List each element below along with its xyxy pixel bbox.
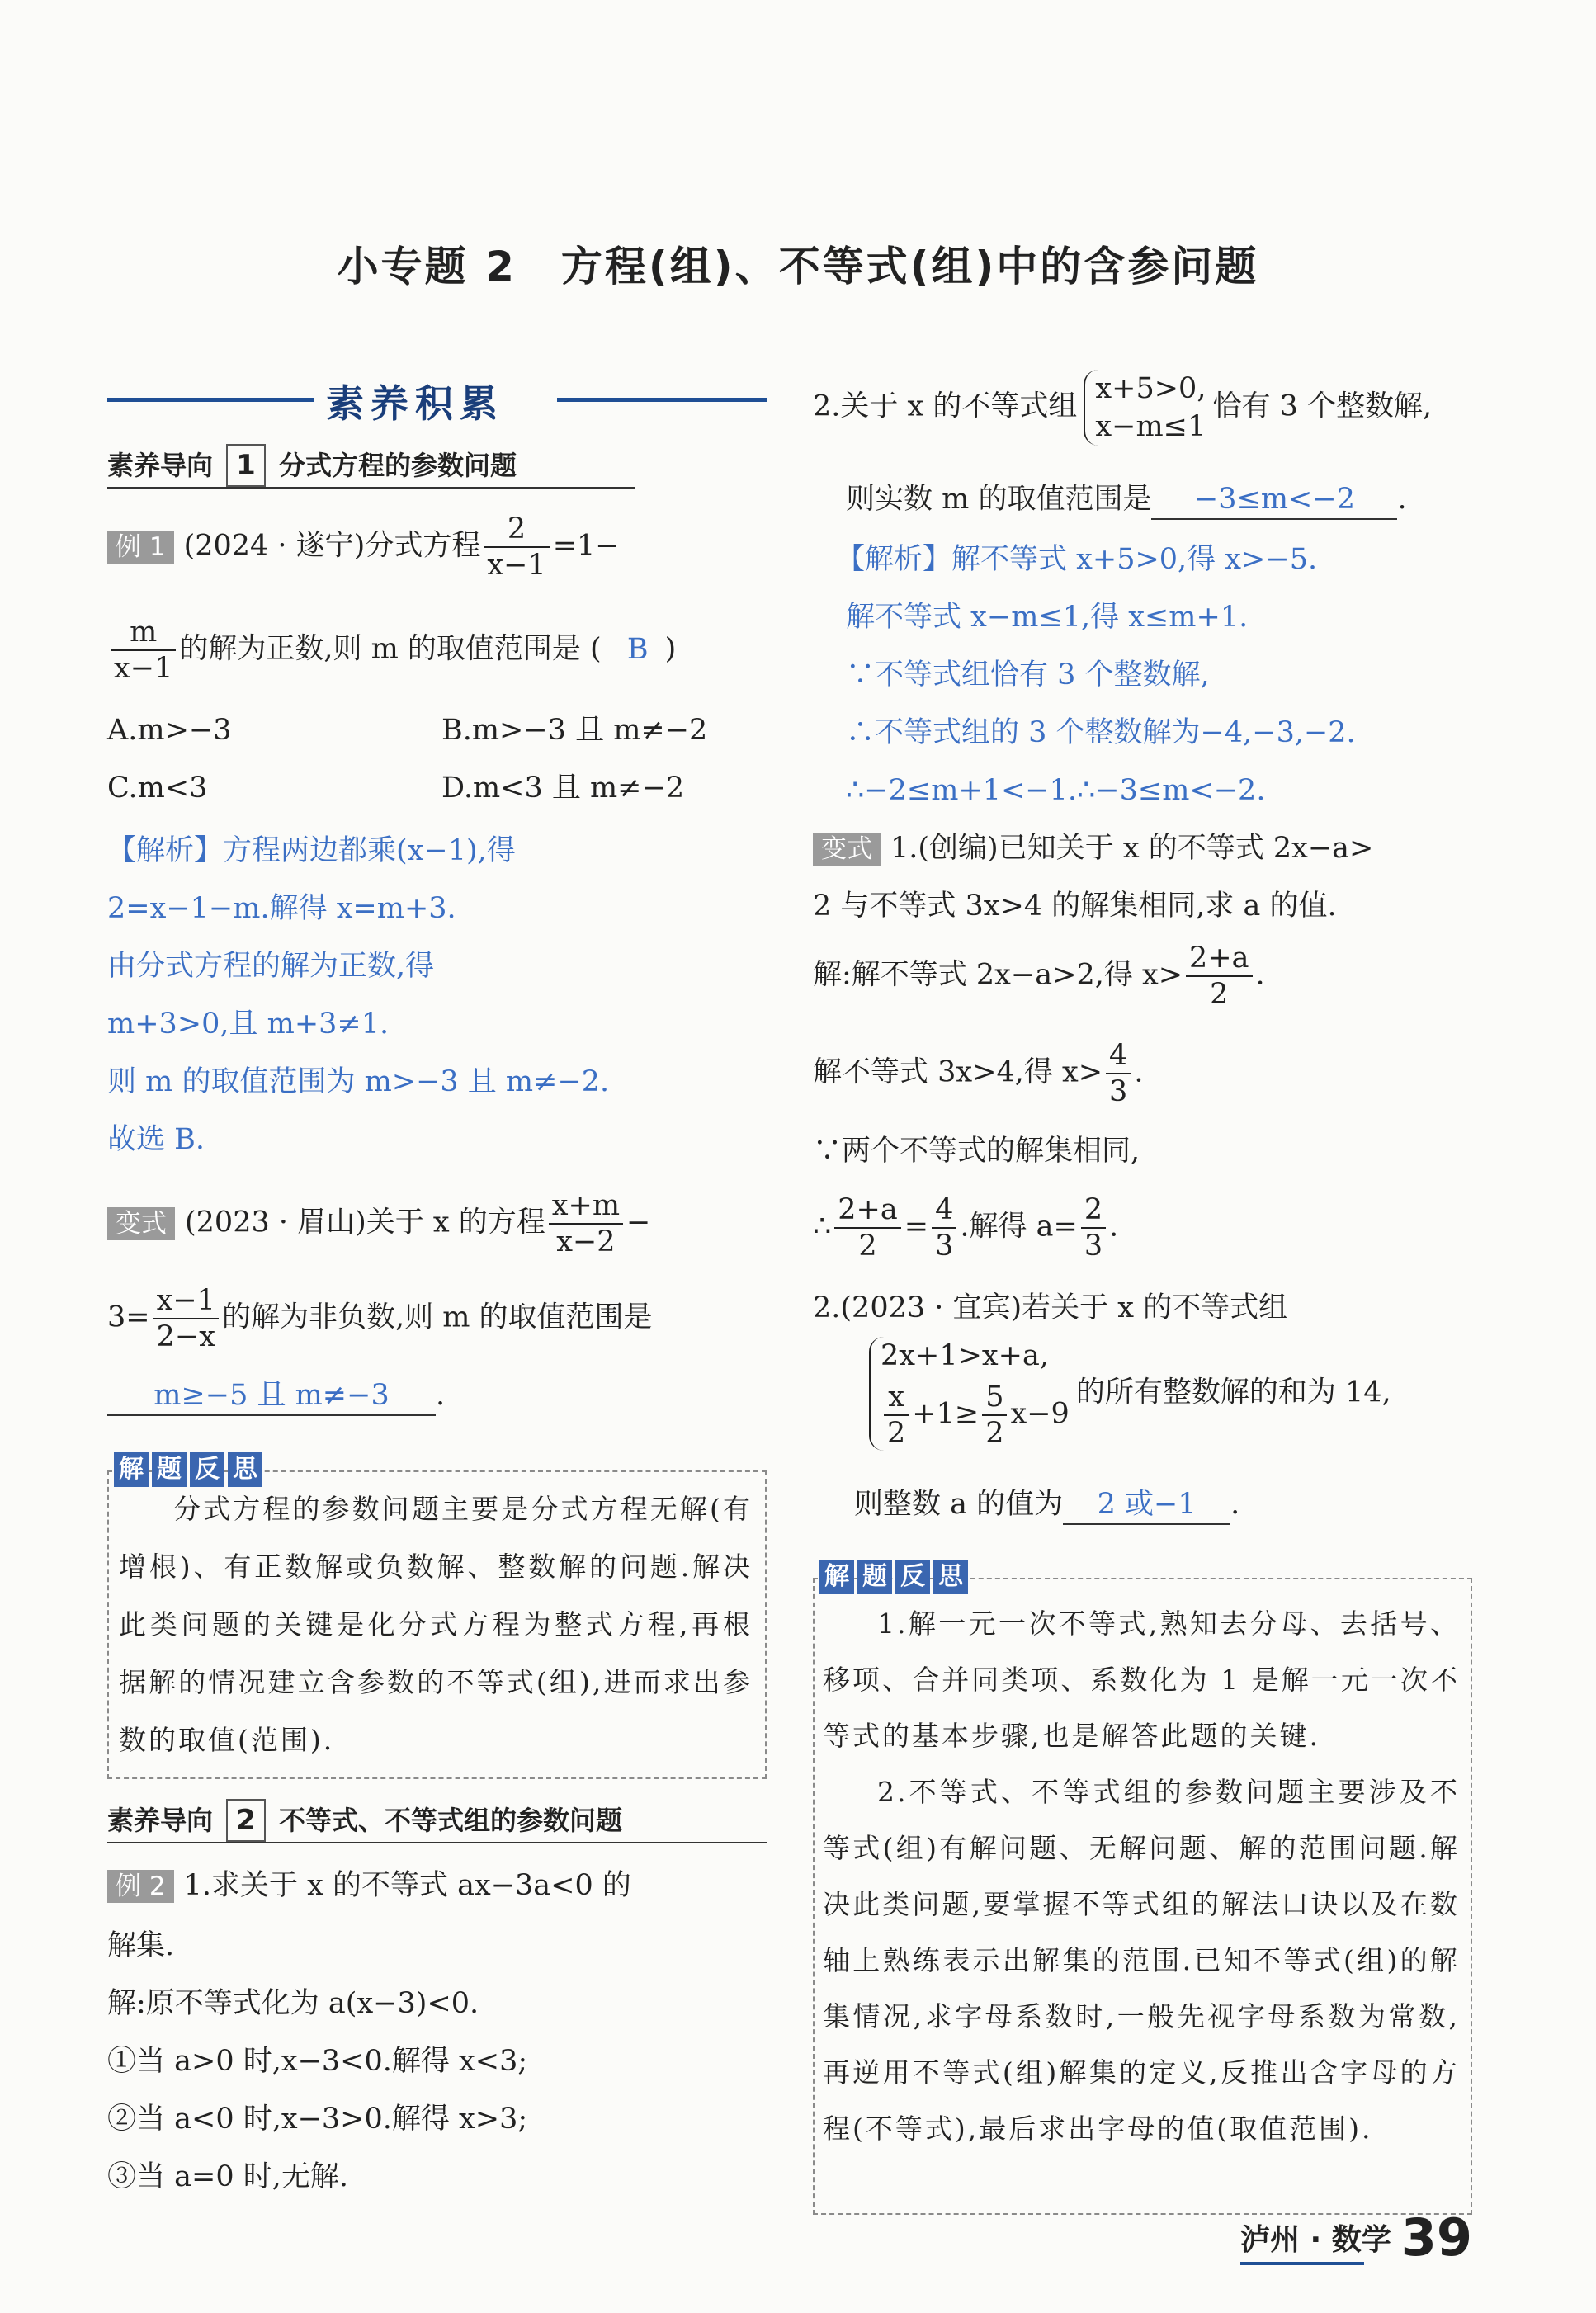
reflect-1-text: 分式方程的参数问题主要是分式方程无解(有增根)、有正数解或负数解、整数解的问题.解决此类问题的关键是化分式方程为整式方程,再根据解的情况建立含参数的不等式(组),进而求出参数的取值(范围). xyxy=(119,1493,753,1756)
var1-text: (2023 · 眉山)关于 x 的方程 xyxy=(185,1206,545,1239)
var2-frac5 xyxy=(1081,1192,1106,1263)
frac-num: m xyxy=(111,615,176,651)
q2-sys-1: x+5>0, xyxy=(1095,372,1206,405)
var2-frac2 xyxy=(1106,1038,1131,1109)
frac-num: 2 xyxy=(1081,1192,1106,1229)
var2-frac4 xyxy=(932,1192,956,1263)
guide-2-num: 2 xyxy=(226,1799,266,1842)
var1-line2 xyxy=(107,1283,653,1354)
guide-1-label: 素养导向 xyxy=(107,450,214,481)
ex1-fraction2 xyxy=(111,615,176,686)
ex1-line1 xyxy=(107,512,620,583)
var2b-line3 xyxy=(854,1485,1239,1525)
frac-num: 2+a xyxy=(1186,941,1252,977)
q2-sol-1: 解不等式 x−m≤1,得 x≤m+1. xyxy=(846,601,1249,634)
var2-mid: .解得 a= xyxy=(960,1210,1078,1244)
ex1-fraction1 xyxy=(484,512,549,583)
frac-num: 4 xyxy=(932,1192,956,1229)
var1-fraction2 xyxy=(153,1283,219,1354)
var1-tag: 变式 xyxy=(107,1207,175,1240)
footer-underline xyxy=(1240,2262,1364,2265)
reflect-char: 解 xyxy=(819,1560,854,1594)
q2-end: . xyxy=(1397,483,1407,516)
var2b-mid: +1≥ xyxy=(912,1397,980,1431)
ex1-text-post: =1− xyxy=(552,529,620,563)
var2-eq: = xyxy=(904,1210,929,1244)
var2b-frac1 xyxy=(884,1380,909,1451)
ex1-answer: B xyxy=(626,632,649,666)
reflect-box-1 xyxy=(107,1470,767,1779)
q2-sol-4: ∴−2≤m+1<−1.∴−3≤m<−2. xyxy=(846,774,1266,807)
guide-1-num: 1 xyxy=(226,444,266,487)
ex1-sol-1: 2=x−1−m.解得 x=m+3. xyxy=(107,892,456,925)
var2-frac3 xyxy=(834,1192,900,1263)
frac-den: 3 xyxy=(1109,1075,1128,1108)
q2-sol-3: ∴不等式组的 3 个整数解为−4,−3,−2. xyxy=(846,716,1356,749)
var2-line5: ∵两个不等式的解集相同, xyxy=(813,1135,1140,1168)
var2b-answer: 2 或−1 xyxy=(1063,1485,1230,1525)
q2-text-post: 恰有 3 个整数解, xyxy=(1212,389,1433,423)
frac-num: 4 xyxy=(1106,1038,1131,1074)
reflect-char: 解 xyxy=(114,1452,149,1487)
reflect-char: 反 xyxy=(895,1560,930,1594)
var2b-post: 的所有整数解的和为 14, xyxy=(1075,1376,1391,1409)
reflect-title-2 xyxy=(819,1560,968,1594)
ex2-line6: ③当 a=0 时,无解. xyxy=(107,2160,348,2193)
frac-den: 2 xyxy=(985,1417,1004,1450)
ex1-close: ) xyxy=(664,632,677,666)
frac-num: x+m xyxy=(549,1188,623,1225)
var2b-end: . xyxy=(1230,1488,1240,1521)
frac-den: x−2 xyxy=(556,1225,616,1258)
reflect-char: 反 xyxy=(190,1452,224,1487)
q2-question: 则实数 m 的取值范围是 xyxy=(846,483,1152,516)
footer-label: 泸州 · 数学 xyxy=(1239,2223,1391,2257)
var2-sol1: 解:解不等式 2x−a>2,得 x> xyxy=(813,958,1183,992)
frac-den: 2−x xyxy=(156,1320,215,1353)
frac-den: 3 xyxy=(935,1230,954,1263)
q2-line1 xyxy=(813,370,1432,446)
var2b-sys-end: x−9 xyxy=(1010,1397,1070,1431)
var1-line1 xyxy=(107,1188,650,1259)
var2-line6 xyxy=(813,1192,1118,1263)
ex2-line3: 解:原不等式化为 a(x−3)<0. xyxy=(107,1987,479,2020)
reflect-box-2 xyxy=(813,1578,1472,2215)
ex1-sol-3: m+3>0,且 m+3≠1. xyxy=(107,1008,390,1041)
reflect-char: 题 xyxy=(152,1452,187,1487)
ex1-opt-c: C.m<3 xyxy=(107,772,208,805)
reflect-char: 思 xyxy=(228,1452,262,1487)
banner-bar-left xyxy=(107,398,314,402)
frac-num: 5 xyxy=(982,1380,1007,1416)
q2-answer: −3≤m<−2 xyxy=(1151,480,1397,520)
guide-2 xyxy=(107,1799,767,1843)
ex1-sol-0: 【解析】方程两边都乘(x−1),得 xyxy=(107,834,516,867)
ex1-tag: 例 1 xyxy=(107,531,174,564)
frac-num: 2+a xyxy=(834,1192,900,1229)
var1-question: 的解为非负数,则 m 的取值范围是 xyxy=(221,1300,653,1334)
var2-line2: 2 与不等式 3x>4 的解集相同,求 a 的值. xyxy=(813,890,1337,923)
frac-num: x−1 xyxy=(153,1283,219,1319)
ex2-line1 xyxy=(107,1867,631,1905)
reflect-title-1 xyxy=(114,1452,262,1487)
ex1-sol-5: 故选 B. xyxy=(107,1123,205,1156)
frac-den: 2 xyxy=(858,1230,877,1263)
guide-1 xyxy=(107,444,635,489)
banner-text: 素养积累 xyxy=(326,381,504,426)
var2-frac1 xyxy=(1186,941,1252,1012)
frac-num: x xyxy=(884,1380,909,1416)
q2-sol-0: 【解析】解不等式 x+5>0,得 x>−5. xyxy=(836,543,1318,576)
banner-bar-right xyxy=(557,398,767,402)
var2b-sys-1: 2x+1>x+a, xyxy=(881,1339,1049,1372)
frac-den: x−1 xyxy=(114,652,173,685)
var1-fraction1 xyxy=(549,1188,623,1259)
ex2-line5: ②当 a<0 时,x−3>0.解得 x>3; xyxy=(107,2103,528,2136)
q2-sys-2: x−m≤1 xyxy=(1095,410,1206,443)
guide-1-text: 分式方程的参数问题 xyxy=(279,450,517,481)
ex1-text: (2024 · 遂宁)分式方程 xyxy=(183,529,481,563)
var1-answer: m≥−5 且 m≠−3 xyxy=(107,1376,436,1416)
frac-den: 2 xyxy=(1210,978,1229,1011)
section-banner xyxy=(107,367,767,433)
page-title xyxy=(0,234,1596,293)
q2-line2 xyxy=(846,480,1407,520)
var2b-question: 则整数 a 的值为 xyxy=(854,1488,1064,1521)
page-number: 39 xyxy=(1400,2207,1472,2268)
q2-system xyxy=(1084,370,1206,446)
guide-2-text: 不等式、不等式组的参数问题 xyxy=(279,1805,623,1836)
var1-end: . xyxy=(436,1379,446,1412)
var2b-line1: 2.(2023 · 宜宾)若关于 x 的不等式组 xyxy=(813,1291,1288,1324)
reflect-char: 思 xyxy=(933,1560,968,1594)
ex1-opt-d: D.m<3 且 m≠−2 xyxy=(441,772,685,805)
ex1-sol-2: 由分式方程的解为正数,得 xyxy=(107,950,435,983)
var2b-line2 xyxy=(862,1337,1391,1451)
var2-end3: . xyxy=(1109,1210,1119,1244)
var1-text2: 3= xyxy=(107,1300,150,1334)
ex2-line4: ①当 a>0 时,x−3<0.解得 x<3; xyxy=(107,2045,528,2078)
ex2-tag: 例 2 xyxy=(107,1870,174,1903)
reflect-2-p1: 1.解一元一次不等式,熟知去分母、去括号、移项、合并同类项、系数化为 1 是解一元一次不等式的基本步骤,也是解答此题的关键. xyxy=(823,1607,1460,1752)
frac-den: 3 xyxy=(1084,1230,1103,1263)
reflect-char: 题 xyxy=(857,1560,892,1594)
page-footer xyxy=(1240,2207,1472,2268)
var2-sol2: 解不等式 3x>4,得 x> xyxy=(813,1055,1103,1089)
ex1-question: 的解为正数,则 m 的取值范围是 ( xyxy=(179,632,602,666)
var2-line1 xyxy=(813,829,1373,867)
frac-num: 2 xyxy=(484,512,549,548)
var2-line3 xyxy=(813,941,1265,1012)
ex1-line2 xyxy=(107,615,676,686)
reflect-2-p2: 2.不等式、不等式组的参数问题主要涉及不等式(组)有解问题、无解问题、解的范围问题.解决此类问题,要掌握不等式组的解法口诀以及在数轴上熟练表示出解集的范围.已知不等式(组)的解集情况,求字母系数时,一般先视字母系数为常数,再逆用不等式(组)解集的定义,反推出含字母的方程(不等式),最后求出字母的值(取值范围). xyxy=(823,1776,1460,2145)
frac-den: 2 xyxy=(887,1417,906,1450)
q2-sol-2: ∵不等式组恰有 3 个整数解, xyxy=(846,658,1210,692)
var2-line4 xyxy=(813,1038,1143,1109)
var2b-system xyxy=(869,1337,1070,1451)
var1-text-post: − xyxy=(626,1206,651,1239)
var2-therefore: ∴ xyxy=(813,1210,832,1244)
var2-end2: . xyxy=(1134,1055,1144,1089)
frac-den: x−1 xyxy=(487,549,546,582)
guide-2-label: 素养导向 xyxy=(107,1805,214,1836)
ex1-opt-a: A.m>−3 xyxy=(107,714,232,747)
ex1-opt-b: B.m>−3 且 m≠−2 xyxy=(441,714,708,747)
var2-tag: 变式 xyxy=(813,833,881,866)
ex2-line2: 解集. xyxy=(107,1929,175,1962)
ex2-text1: 1.求关于 x 的不等式 ax−3a<0 的 xyxy=(183,1869,631,1902)
var2b-frac2 xyxy=(982,1380,1007,1451)
q2-text: 2.关于 x 的不等式组 xyxy=(813,389,1078,423)
var2-end1: . xyxy=(1255,958,1265,992)
var1-line3 xyxy=(107,1376,445,1416)
title-part2: 方程(组)、不等式(组)中的含参问题 xyxy=(560,243,1259,290)
var2-text1: 1.(创编)已知关于 x 的不等式 2x−a> xyxy=(890,832,1374,865)
ex1-sol-4: 则 m 的取值范围为 m>−3 且 m≠−2. xyxy=(107,1065,610,1098)
title-part1: 小专题 2 xyxy=(337,243,517,290)
